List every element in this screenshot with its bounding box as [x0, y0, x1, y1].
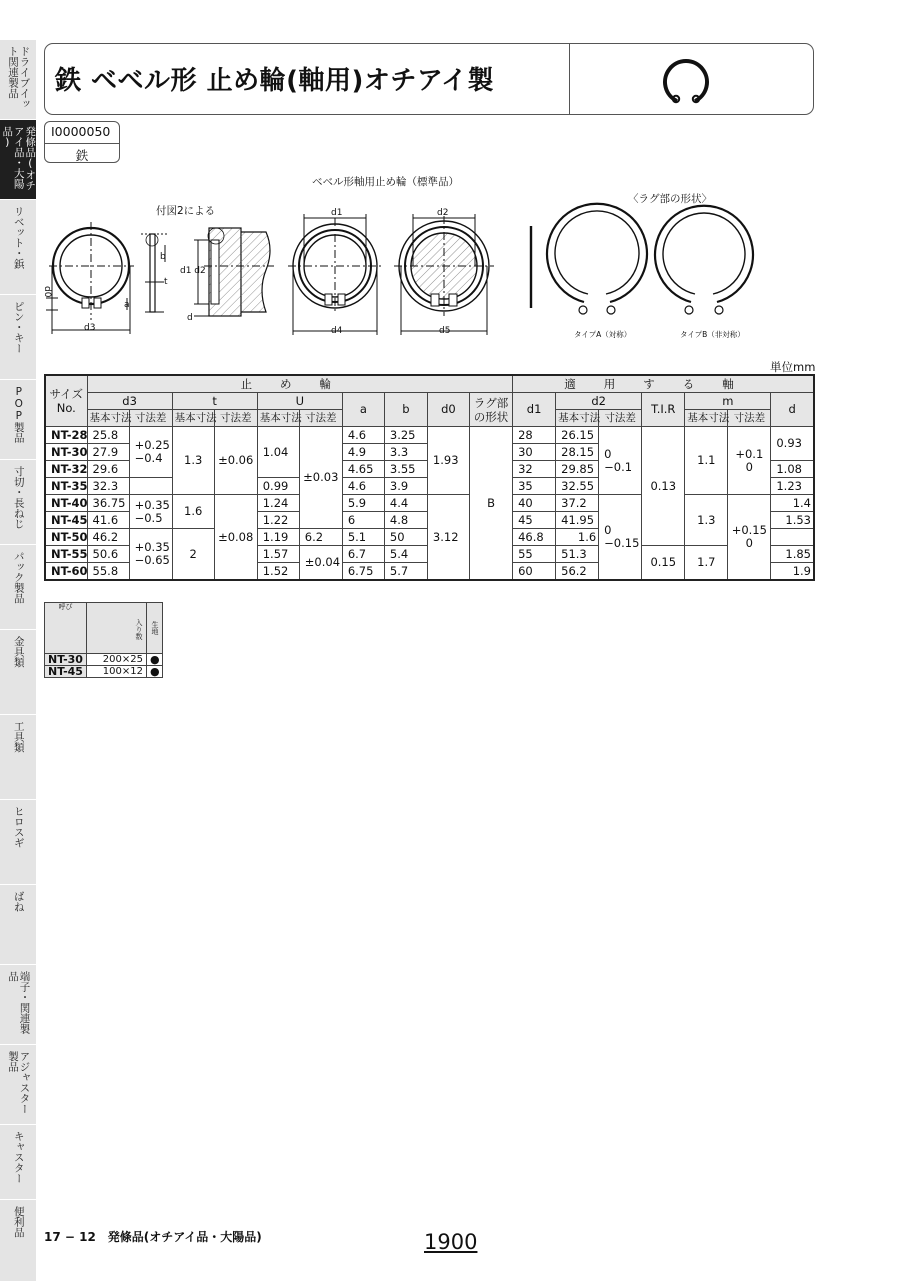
m-cell: 1.1 [685, 427, 728, 495]
size-cell: NT-40 [45, 495, 87, 512]
size-cell: NT-45 [45, 512, 87, 529]
d-cell: 1.53 [771, 512, 814, 529]
d3-cell: 50.6 [87, 546, 129, 563]
technical-drawings [44, 170, 814, 355]
page-title: 鉄 ベベル形 止め輪(軸用)オチアイ製 [55, 66, 495, 96]
side-tab-caster[interactable]: キャスター [0, 1125, 36, 1200]
header-basic: 基本寸法 [172, 410, 214, 427]
a-cell: 4.9 [342, 444, 384, 461]
a-cell: 4.6 [342, 427, 384, 444]
side-tab-threaded-rod[interactable]: 寸切・長ねじ [0, 460, 36, 545]
m-tol-cell: +0.15 0 [728, 495, 771, 581]
t-tol-cell: ±0.06 [214, 427, 257, 495]
snap-ring-icon [657, 52, 715, 110]
page-number: 1900 [424, 1230, 478, 1254]
header-basic: 基本寸法 [257, 410, 299, 427]
header-basic: 基本寸法 [87, 410, 129, 427]
u-cell: 1.22 [257, 512, 299, 529]
u-cell: 1.19 [257, 529, 299, 546]
dim-d: d [187, 313, 193, 323]
header-basic: 基本寸法 [685, 410, 728, 427]
a-cell: 6.7 [342, 546, 384, 563]
header-tir: T.I.R [642, 393, 685, 427]
product-code: I0000050 [51, 124, 111, 139]
a-cell: 6 [342, 512, 384, 529]
pack-mark: ● [147, 654, 163, 666]
size-cell: NT-30 [45, 444, 87, 461]
b-cell: 4.4 [384, 495, 427, 512]
dim-d2: d2 [437, 208, 449, 218]
b-cell: 5.7 [384, 563, 427, 581]
u-tol-cell: ±0.04 [299, 546, 342, 581]
dim-b: b [160, 252, 166, 262]
size-cell: NT-32 [45, 461, 87, 478]
d-cell: 1.23 [771, 478, 814, 495]
pack-header-name: 呼び [45, 603, 87, 654]
size-cell: NT-28 [45, 427, 87, 444]
d-cell: 1.6 [556, 529, 599, 546]
side-index [0, 40, 36, 1282]
d1-cell: 28 [513, 427, 556, 444]
d2-cell: 41.95 [556, 512, 599, 529]
u-cell: 0.99 [257, 478, 299, 495]
dim-d4: d4 [331, 326, 343, 336]
side-tab-pop[interactable]: POP製品 [0, 380, 36, 460]
d-cell: 1.85 [771, 546, 814, 563]
d1-cell: 35 [513, 478, 556, 495]
d2-cell: 32.55 [556, 478, 599, 495]
d3-tol-cell: +0.35 −0.5 [129, 495, 172, 529]
pack-size: NT-45 [45, 666, 87, 678]
d3-cell: 27.9 [87, 444, 129, 461]
header-m: m [685, 393, 771, 410]
side-tab-hardware[interactable]: 金具類 [0, 630, 36, 715]
d3-cell: 46.2 [87, 529, 129, 546]
header-tol: 寸法差 [599, 410, 642, 427]
table-row [45, 495, 814, 512]
header-tol: 寸法差 [299, 410, 342, 427]
d-cell: 1.08 [771, 461, 814, 478]
type-a-label: タイプA（対称） [574, 330, 632, 339]
d0-cell: 3.12 [427, 495, 469, 581]
header-tol: 寸法差 [728, 410, 771, 427]
lug-caption: 〈ラグ部の形状〉 [628, 193, 712, 205]
d2-cell: 46.8 [513, 529, 556, 546]
m-cell: 1.7 [685, 546, 728, 581]
side-tab-adjuster[interactable]: アジャスター製品 [0, 1045, 36, 1125]
d1-cell: 45 [513, 512, 556, 529]
d2-cell: 28.15 [556, 444, 599, 461]
b-cell: 3.55 [384, 461, 427, 478]
pack-qty: 100×12 [87, 666, 147, 678]
d3-cell: 25.8 [87, 427, 129, 444]
a-cell: 4.6 [342, 478, 384, 495]
header-d1: d1 [513, 393, 556, 427]
fig2-note: 付図2による [156, 205, 216, 217]
pack-header-qty: 入り数 [87, 603, 147, 654]
d2-cell: 37.2 [556, 495, 599, 512]
u-cell: 1.24 [257, 495, 299, 512]
side-tab-hirosugi[interactable]: ヒロスギ [0, 800, 36, 885]
b-cell: 3.3 [384, 444, 427, 461]
size-cell: NT-35 [45, 478, 87, 495]
header-divider [569, 44, 570, 114]
product-header [44, 43, 814, 115]
pack-size: NT-30 [45, 654, 87, 666]
d1-cell: 40 [513, 495, 556, 512]
d2-cell: 29.85 [556, 461, 599, 478]
type-b-label: タイプB（非対称） [680, 330, 745, 339]
header-d: d [771, 393, 814, 427]
d1-cell: 30 [513, 444, 556, 461]
m-tol-cell: +0.1 0 [728, 427, 771, 495]
packaging-table [44, 602, 163, 678]
d2-cell: 51.3 [556, 546, 599, 563]
side-tab-pin-key[interactable]: ピン・キー [0, 295, 36, 380]
a-cell: 6.75 [342, 563, 384, 581]
size-cell: NT-60 [45, 563, 87, 581]
header-tol: 寸法差 [129, 410, 172, 427]
header-shaft-group: 適用する軸 [513, 375, 814, 393]
d3-tol-cell [129, 478, 172, 495]
b-cell: 3.25 [384, 427, 427, 444]
dim-t: t [164, 277, 168, 287]
table-row [45, 427, 814, 444]
pack-row [45, 654, 163, 666]
dim-a: a [124, 300, 130, 310]
dim-d1: d1 [331, 208, 343, 218]
side-tab-tools[interactable]: 工具類 [0, 715, 36, 800]
header-d2: d2 [556, 393, 642, 410]
lug-cell: B [469, 427, 512, 581]
d-cell: 0.93 [771, 427, 814, 461]
d3-cell: 36.75 [87, 495, 129, 512]
side-tab-spring[interactable]: ばね [0, 885, 36, 965]
footer-section: 17 − 12 発條品(オチアイ品・大陽品) [44, 1230, 262, 1244]
header-d3: d3 [87, 393, 172, 410]
dim-d1d2: d1 d2 [180, 266, 206, 276]
d3-cell: 29.6 [87, 461, 129, 478]
d3-tol-cell: +0.35 −0.65 [129, 529, 172, 581]
t-cell: 1.3 [172, 427, 214, 495]
d-cell: 1.4 [771, 495, 814, 512]
d1-cell: 55 [513, 546, 556, 563]
d1-cell: 60 [513, 563, 556, 581]
product-code-box [44, 121, 120, 163]
size-cell: NT-50 [45, 529, 87, 546]
d3-cell: 55.8 [87, 563, 129, 581]
u-cell: 1.52 [257, 563, 299, 581]
d2-cell: 26.15 [556, 427, 599, 444]
t-cell: 1.6 [172, 495, 214, 529]
u-cell: 1.04 [257, 427, 299, 478]
dim-d0: d0 [42, 286, 52, 298]
header-b: b [384, 393, 427, 427]
tir-cell: 0.13 [642, 427, 685, 546]
header-a: a [342, 393, 384, 427]
a-cell: 4.65 [342, 461, 384, 478]
d2-tol-cell: 0 −0.15 [599, 495, 642, 581]
side-tab-convenience[interactable]: 便利品 [0, 1200, 36, 1282]
u-cell: 1.57 [257, 546, 299, 563]
d3-tol-cell: +0.25 −0.4 [129, 427, 172, 478]
drawing-caption: ベベル形軸用止め輪（標準品） [312, 176, 459, 188]
b-cell: 5.4 [384, 546, 427, 563]
d-cell: 1.9 [771, 563, 814, 581]
header-t: t [172, 393, 257, 410]
header-ring-group: 止め輪 [87, 375, 513, 393]
header-size: サイズ No. [45, 375, 87, 427]
d0-cell: 1.93 [427, 427, 469, 495]
side-tab-pack[interactable]: パック製品 [0, 545, 36, 630]
side-tab-drive-it[interactable]: ドライブイット関連製品 [0, 40, 36, 120]
d3-cell: 41.6 [87, 512, 129, 529]
pack-header-mat: 生地 [147, 603, 163, 654]
side-tab-terminal[interactable]: 端子・関連製品 [0, 965, 36, 1045]
b-cell: 4.8 [384, 512, 427, 529]
t-tol-cell: ±0.08 [214, 495, 257, 581]
a-cell: 6.2 [299, 529, 342, 546]
header-lug: ラグ部 の形状 [469, 393, 512, 427]
d2-cell: 56.2 [556, 563, 599, 581]
header-u: U [257, 393, 342, 410]
pack-row [45, 666, 163, 678]
d3-cell: 32.3 [87, 478, 129, 495]
m-cell: 1.3 [685, 495, 728, 546]
header-d0: d0 [427, 393, 469, 427]
pack-qty: 200×25 [87, 654, 147, 666]
side-tab-rivet[interactable]: リベット・鋲 [0, 200, 36, 295]
d1-cell: 50 [384, 529, 427, 546]
t-cell: 2 [172, 529, 214, 581]
code-divider [45, 143, 119, 144]
dim-d5: d5 [439, 326, 451, 336]
material-label: 鉄 [75, 148, 89, 163]
header-tol: 寸法差 [214, 410, 257, 427]
b-cell: 5.1 [342, 529, 384, 546]
dimension-table [44, 374, 815, 581]
b-cell: 3.9 [384, 478, 427, 495]
u-tol-cell: ±0.03 [299, 427, 342, 529]
header-basic: 基本寸法 [556, 410, 599, 427]
pack-mark: ● [147, 666, 163, 678]
unit-label: 単位mm [770, 360, 816, 374]
d1-cell: 32 [513, 461, 556, 478]
size-cell: NT-55 [45, 546, 87, 563]
a-cell: 5.9 [342, 495, 384, 512]
d2-tol-cell: 0 −0.1 [599, 427, 642, 495]
side-tab-spring-goods[interactable]: 発條品(オチアイ品・大陽品) [0, 120, 36, 200]
dim-d3: d3 [84, 323, 96, 333]
tir-cell: 0.15 [642, 546, 685, 581]
